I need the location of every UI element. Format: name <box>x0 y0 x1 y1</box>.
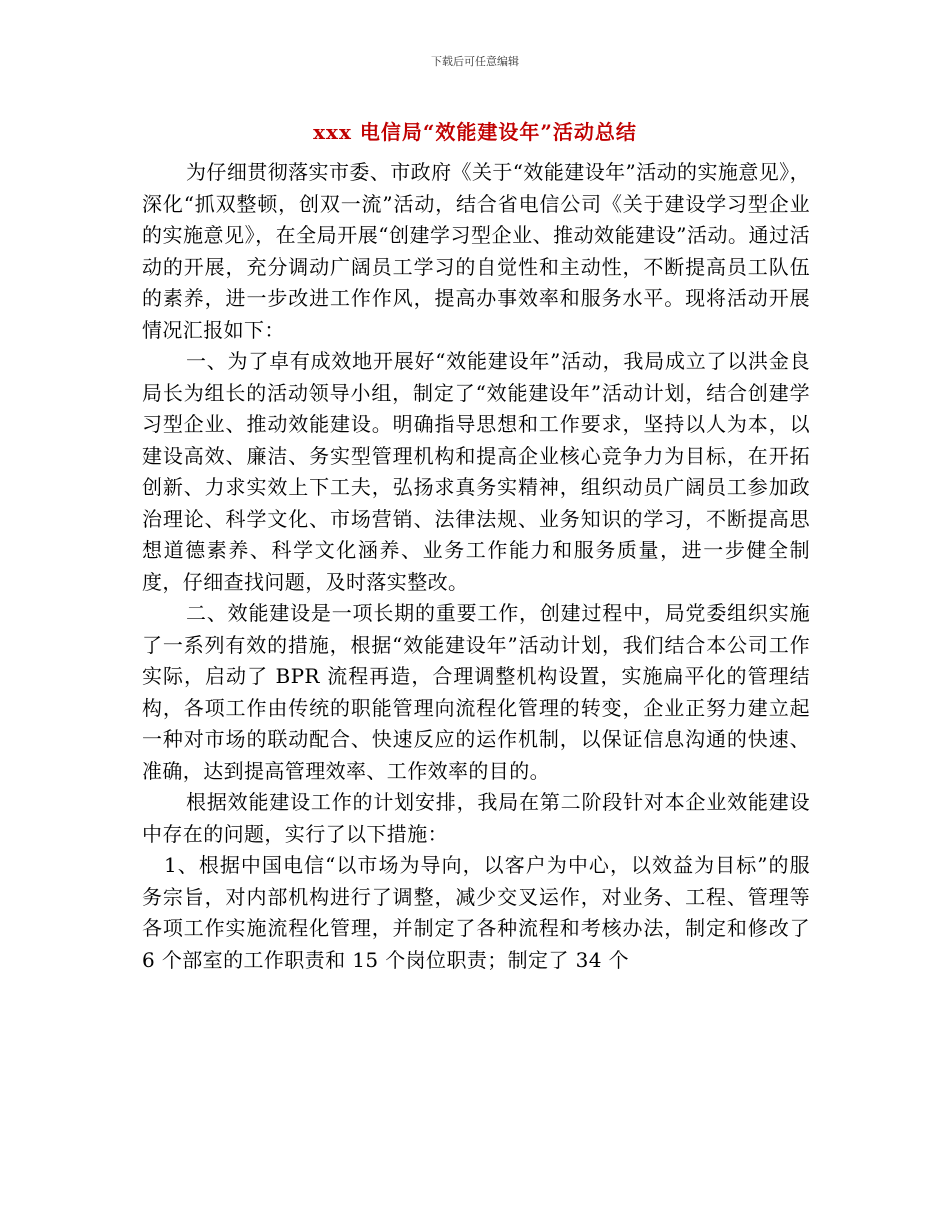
intro-paragraph: 为仔细贯彻落实市委、市政府《关于“效能建设年”活动的实施意见》，深化“抓双整顿，创双一流”活动，结合省电信公司《关于建设学习型企业的实施意见》，在全局开展“创建学习型企业、推动效能建设”活动。通过活动的开展，充分调动广阔员工学习的自觉性和主动性，不断提高员工队伍的素养，进一步改进工作作风，提高办事效率和服务水平。现将活动开展情况汇报如下： <box>142 160 810 342</box>
measures-intro-paragraph: 根据效能建设工作的计划安排，我局在第二阶段针对本企业效能建设中存在的问题，实行了以下措施： <box>142 790 810 846</box>
measure-one-paragraph: 1、根据中国电信“以市场为导向，以客户为中心，以效益为目标”的服务宗旨，对内部机构进行了调整，减少交叉运作，对业务、工程、管理等各项工作实施流程化管理，并制定了各种流程和考核办法，制定和修改了 6 个部室的工作职责和 15 个岗位职责；制定了 34 个 <box>142 853 810 972</box>
section-one-paragraph: 一、为了卓有成效地开展好“效能建设年”活动，我局成立了以洪金良局长为组长的活动领导小组，制定了“效能建设年”活动计划，结合创建学习型企业、推动效能建设。明确指导思想和工作要求，坚持以人为本，以建设高效、廉洁、务实型管理机构和提高企业核心竞争力为目标，在开拓创新、力求实效上下工夫，弘扬求真务实精神，组织动员广阔员工参加政治理论、科学文化、市场营销、法律法规、业务知识的学习，不断提高思想道德素养、科学文化涵养、业务工作能力和服务质量，进一步健全制度，仔细查找问题，及时落实整改。 <box>142 349 810 594</box>
document-title: xxx 电信局“效能建设年”活动总结 <box>313 120 637 144</box>
section-two-paragraph: 二、效能建设是一项长期的重要工作，创建过程中，局党委组织实施了一系列有效的措施，根据“效能建设年”活动计划，我们结合本公司工作实际，启动了 BPR 流程再造，合理调整机构设置，实施扁平化的管理结构，各项工作由传统的职能管理向流程化管理的转变，企业正努力建立起一种对市场的联动配合、快速反应的运作机制，以保证信息沟通的快速、准确，达到提高管理效率、工作效率的目的。 <box>142 601 810 783</box>
document-body <box>142 157 810 976</box>
header-note: 下载后可任意编辑 <box>431 55 519 68</box>
